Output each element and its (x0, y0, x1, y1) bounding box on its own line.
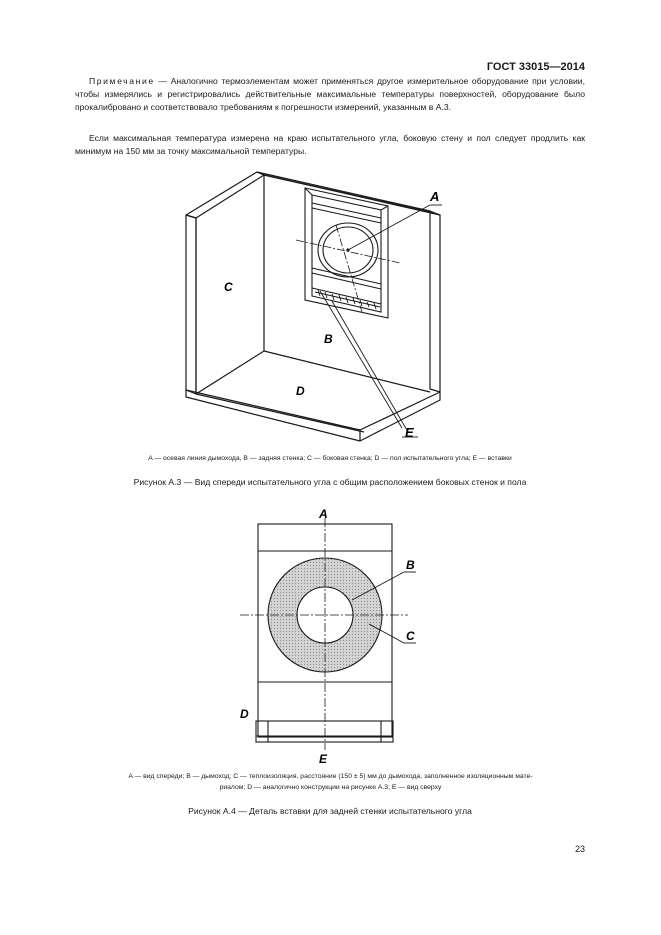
figure-a3-legend: A — осевая линия дымохода, B — задняя стенка; C — боковая стенка; D — пол испытательного угла; E — вставки (148, 455, 512, 462)
fig-a4-label-a: A (319, 507, 328, 521)
fig-a3-label-d: D (296, 384, 305, 398)
fig-a3-label-b: B (324, 332, 333, 346)
fig-a4-label-c: C (406, 629, 415, 643)
fig-a4-label-d: D (240, 707, 249, 721)
fig-a3-label-c: C (224, 280, 233, 294)
figure-a4-legend-line2: риалом; D — аналогично конструкции на рисунке А.3; E — вид сверху (219, 784, 442, 791)
figure-a3-caption: Рисунок А.3 — Вид спереди испытательного угла с общим расположением боковых стенок и пола (133, 477, 527, 487)
fig-a4-label-b: B (406, 558, 415, 572)
standard-header: ГОСТ 33015—2014 (486, 61, 585, 73)
figure-a4-legend-line1: A — вид спереди; B — дымоход; C — теплоизоляция, расстояние (150 ± 5) мм до дымохода, заполненное изоляционным мате- (128, 773, 533, 780)
fig-a3-label-a: A (430, 189, 440, 204)
page-number: 23 (574, 844, 585, 854)
fig-a4-label-e: E (319, 752, 328, 766)
figure-a4-legend (48, 771, 613, 793)
figure-a4-caption: Рисунок А.4 — Деталь вставки для задней стенки испытательного угла (188, 806, 472, 816)
note-text: — Аналогично термоэлементам может применяться другое измерительное оборудование при условии, чтобы измерялись и регистрировались действительные максимальные температуры поверхностей, оборудование было прокалиброванo и соответствовало требованиям к погрешности измерений, указанным в А.3. (75, 76, 585, 112)
body-paragraph-text: Если максимальная температура измерена на краю испытательного угла, боковую стену и пол следует продлить как минимум на 150 мм за точку максимальной температуры. (75, 133, 585, 156)
figure-a4-drawing (0, 500, 661, 770)
fig-a3-label-e: E (405, 425, 414, 440)
note-label: Примечание (89, 76, 155, 86)
